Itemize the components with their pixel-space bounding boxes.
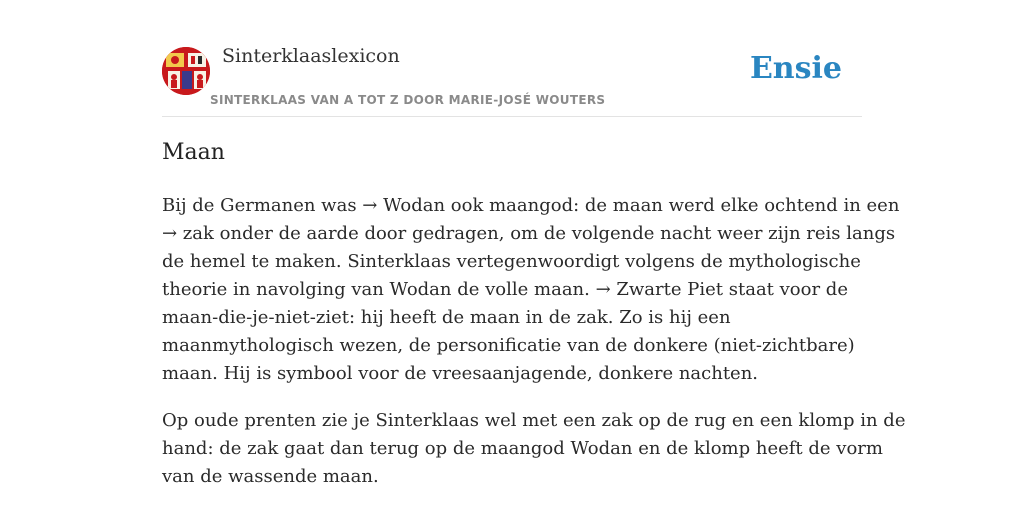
reference-link-zak[interactable]: → zak [162, 223, 214, 244]
text-line [162, 220, 896, 248]
text-segment: staat voor de [723, 279, 848, 300]
text-segment: theorie in navolging van Wodan de volle maan. [162, 279, 596, 300]
site-title[interactable]: Sinterklaaslexicon [222, 45, 400, 67]
text-line: maan-die-je-niet-ziet: hij heeft de maan in de zak. Zo is hij een [162, 307, 731, 328]
brand-logo[interactable]: Ensie [749, 51, 842, 86]
text-segment: Bij de Germanen was [162, 195, 363, 216]
text-line: maanmythologisch wezen, de personificatie van de donkere (niet-zichtbare) [162, 335, 855, 356]
entry-title: Maan [162, 140, 225, 165]
text-segment: onder de aarde door gedragen, om de volgende nacht weer zijn reis langs [213, 223, 896, 244]
paragraph [162, 407, 906, 491]
avatar[interactable] [162, 47, 210, 95]
text-line: Op oude prenten zie je Sinterklaas wel met een zak op de rug en een klomp in de [162, 410, 906, 431]
content-container [162, 0, 906, 487]
text-segment: ook maangod: de maan werd elke ochtend in een [445, 195, 900, 216]
sinterklaas-book-cover-icon [162, 47, 210, 95]
text-line [162, 192, 900, 220]
text-line: de hemel te maken. Sinterklaas vertegenwoordigt volgens de mythologische [162, 251, 861, 272]
reference-link-wodan[interactable]: → Wodan [362, 195, 446, 216]
text-line: van de wassende maan. [162, 466, 379, 487]
text-line: maan. Hij is symbool voor de vreesaanjagende, donkere nachten. [162, 363, 759, 384]
text-line: hand: de zak gaat dan terug op de maangod Wodan en de klomp heeft de vorm [162, 438, 883, 459]
paragraph [162, 192, 900, 388]
text-line [162, 276, 862, 304]
site-header [162, 0, 862, 117]
entry-body [162, 192, 906, 510]
reference-link-zwarte-piet[interactable]: → Zwarte Piet [595, 279, 724, 300]
site-subtitle: SINTERKLAAS VAN A TOT Z DOOR MARIE-JOSÉ WOUTERS [210, 93, 606, 107]
